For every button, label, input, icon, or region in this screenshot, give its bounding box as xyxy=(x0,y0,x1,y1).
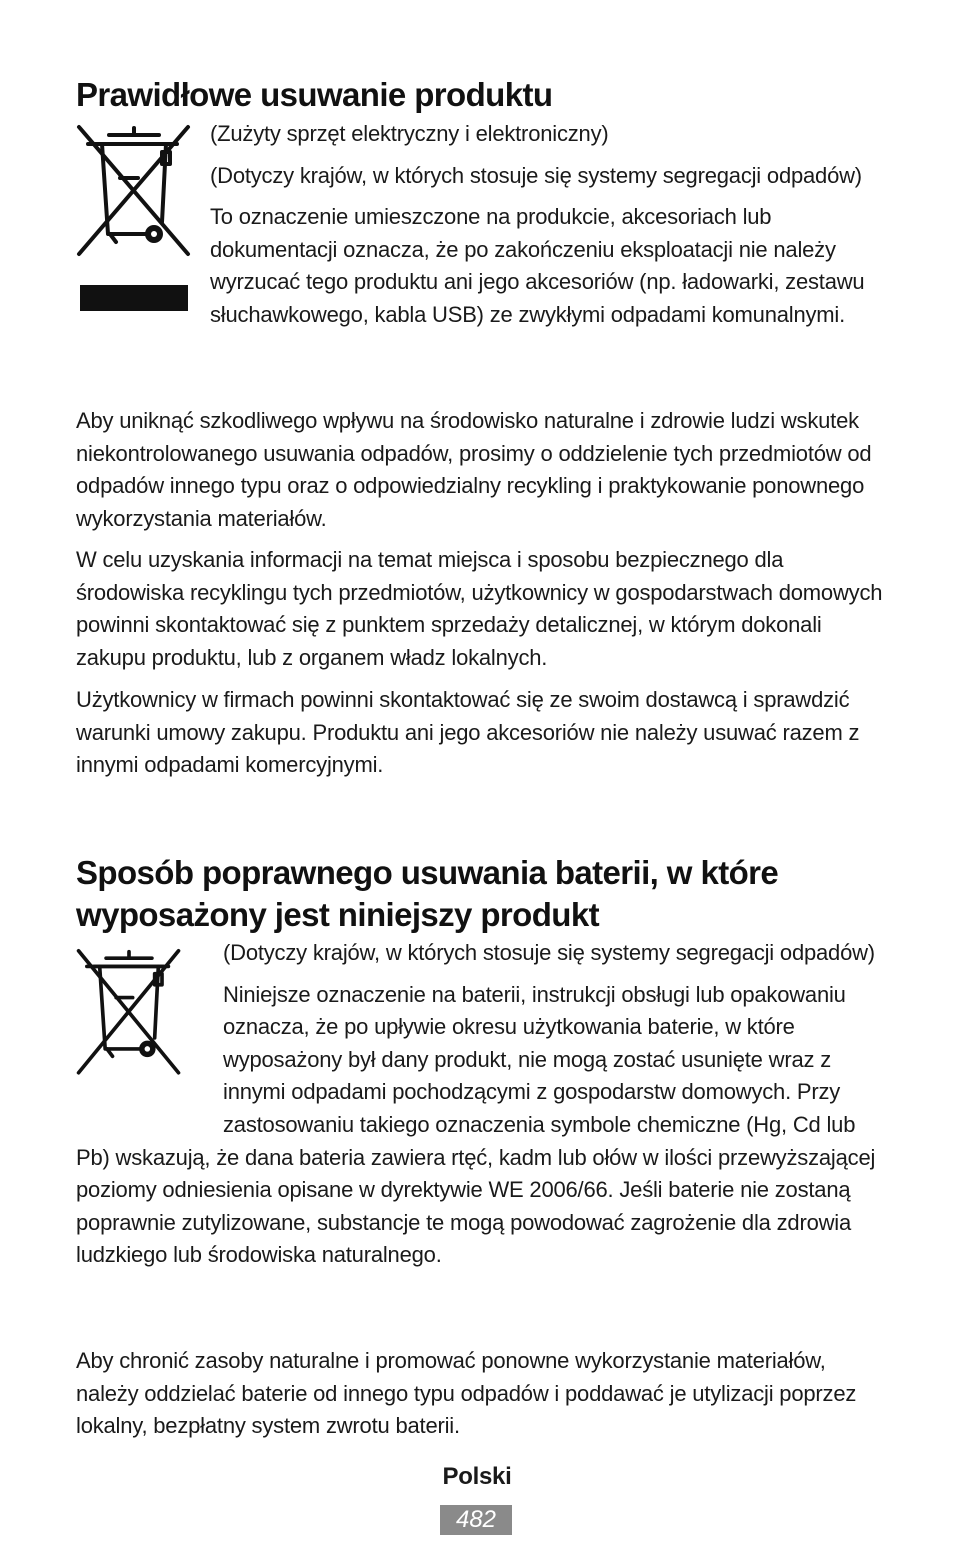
intro-line: (Zużyty sprzęt elektryczny i elektroniczny) xyxy=(210,121,609,146)
body-paragraph: Użytkownicy w firmach powinni skontaktować się ze swoim dostawcą i sprawdzić warunki umowy zakupu. Produktu ani jego akcesoriów nie należy usuwać razem z innymi odpadami komercyjnymi. xyxy=(76,687,860,778)
body-paragraph: Aby chronić zasoby naturalne i promować ponowne wykorzystanie materiałów, należy oddzielać baterie od innego typu odpadów i poddawać je utylizacji poprzez lokalny, bezpłatny system zwrotu baterii. xyxy=(76,1348,857,1439)
footer-language: Polski xyxy=(442,1463,512,1490)
section2-intro xyxy=(76,937,888,1272)
section-title-product-disposal: Prawidłowe usuwanie produktu xyxy=(76,76,553,113)
body-paragraph: W celu uzyskania informacji na temat miejsca i sposobu bezpiecznego dla środowiska recyklingu tych przedmiotów, użytkownicy w gospodarstwach domowych powinni skontaktować się z punktem sprzedaży detalicznej, w którym dokonali zakupu produktu, lub z organem władz lokalnych. xyxy=(76,547,883,670)
body-paragraph: Aby uniknąć szkodliwego wpływu na środowisko naturalne i zdrowie ludzi wskutek niekontrolowanego usuwania odpadów, prosimy o oddzielenie tych przedmiotów od odpadów innego typu oraz o odpowiedzialny recykling i praktykowanie ponownego wykorzystania materiałów. xyxy=(76,408,872,531)
intro-paragraph: To oznaczenie umieszczone na produkcie, akcesoriach lub dokumentacji oznacza, że po zakończeniu eksploatacji nie należy wyrzucać tego produktu ani jego akcesoriów (np. ładowarki, zestawu słuchawkowego, kabla USB) ze zwykłymi odpadami komunalnymi. xyxy=(210,204,865,327)
intro-line: (Dotyczy krajów, w których stosuje się systemy segregacji odpadów) xyxy=(210,162,862,188)
intro-line: (Dotyczy krajów, w których stosuje się systemy segregacji odpadów) xyxy=(223,940,875,965)
section-title-battery-disposal: Sposób poprawnego usuwania baterii, w które wyposażony jest niniejszy produkt xyxy=(76,854,779,933)
page-number-badge: 482 xyxy=(440,1505,512,1535)
section1-intro xyxy=(76,118,888,360)
intro-paragraph: Niniejsze oznaczenie na baterii, instrukcji obsługi lub opakowaniu oznacza, że po upływie okresu użytkowania baterie, w które wyposażony był dany produkt, nie mogą zostać usunięte wraz z innymi odpadami pochodzącymi z gospodarstw domowych. Przy zastosowaniu takiego oznaczenia symbole chemiczne (Hg, Cd lub Pb) wskazują, że dana bateria zawiera rtęć, kadm lub ołów w ilości przewyższającej poziomy odniesienia opisane w dyrektywie WE 2006/66. Jeśli baterie nie zostaną poprawnie zutylizowane, substancje te mogą powodować zagrożenie dla zdrowia ludzkiego lub środowiska naturalnego. xyxy=(76,981,876,1268)
